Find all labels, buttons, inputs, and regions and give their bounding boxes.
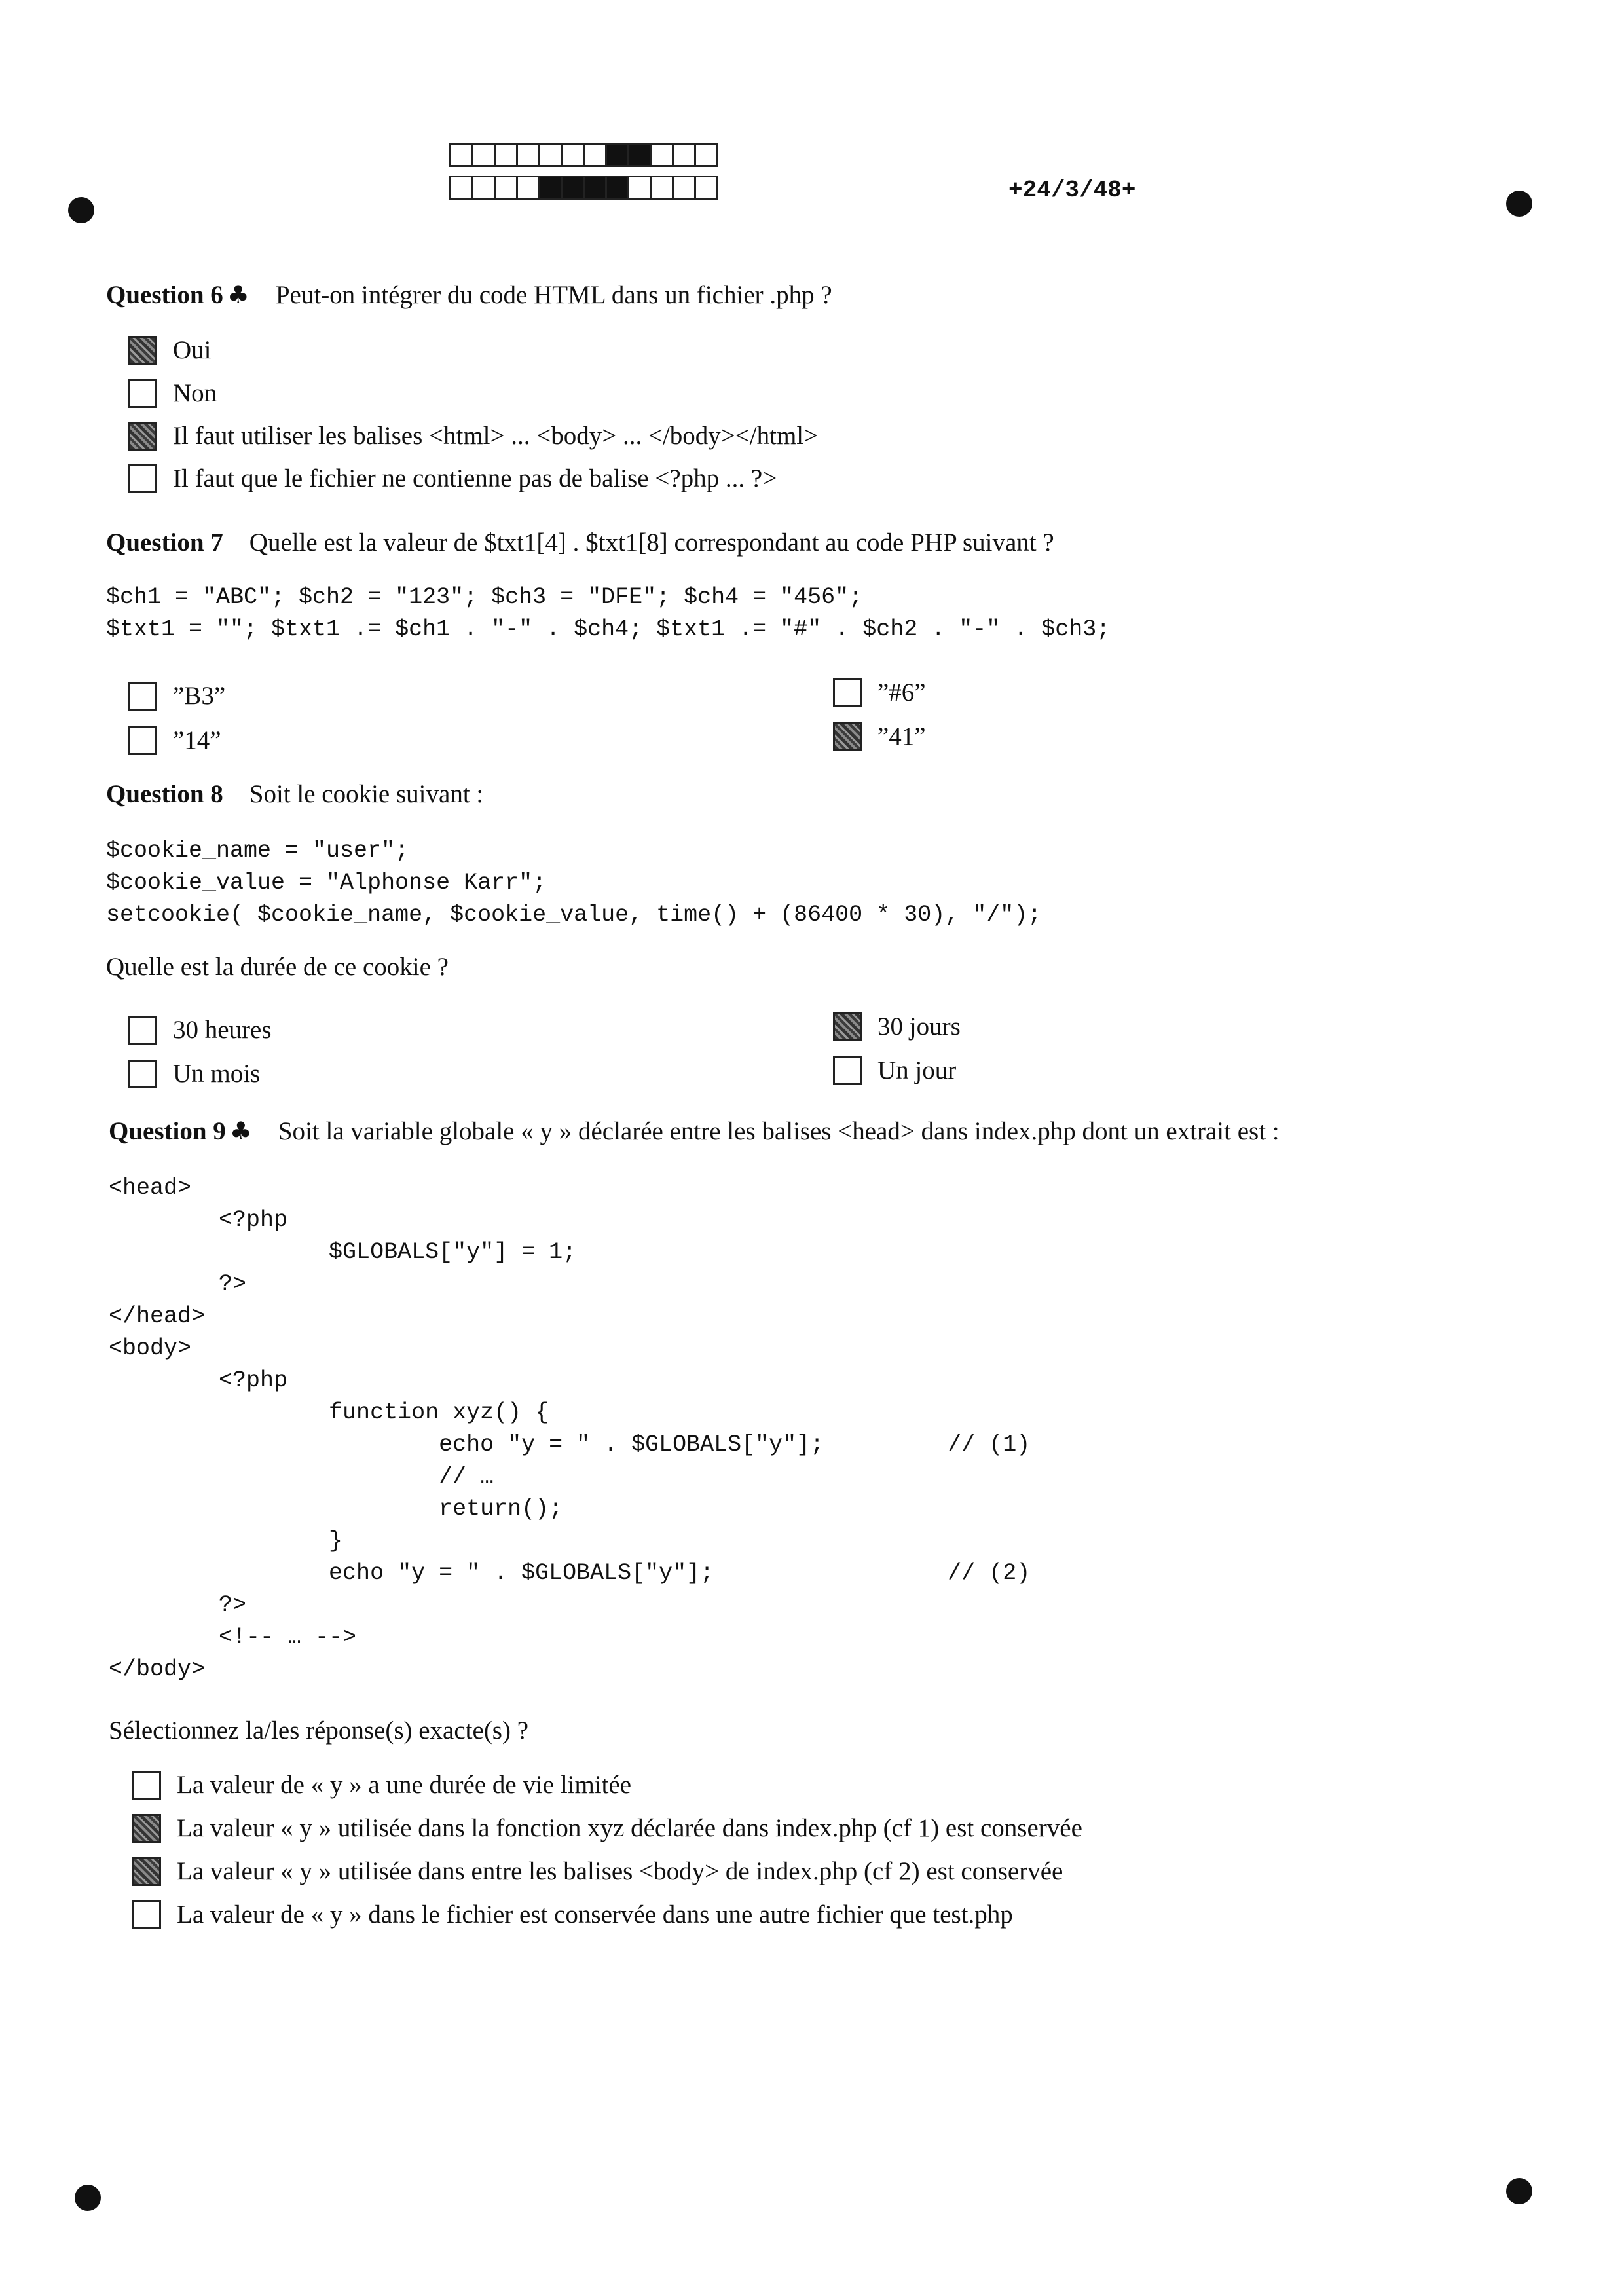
barcode-cell [694, 143, 718, 167]
question-7-label: Question 7 [106, 528, 223, 557]
option-label: ”14” [173, 726, 221, 754]
club-icon: ♣ [227, 280, 249, 309]
checkbox[interactable] [132, 1771, 161, 1800]
checkbox[interactable] [833, 678, 862, 707]
checkbox[interactable] [128, 726, 157, 755]
question-8-code: $cookie_name = "user"; $cookie_value = "Alphonse Karr"; setcookie( $cookie_name, $cookie_value, time() + (86400 * 30), "/"); [106, 838, 1042, 928]
barcode-cell [538, 143, 563, 167]
barcode-cell [516, 143, 540, 167]
question-7-text: Quelle est la valeur de $txt1[4] . $txt1[8] correspondant au code PHP suivant ? [249, 528, 1054, 557]
checkbox[interactable] [132, 1900, 161, 1929]
barcode-cell [561, 176, 585, 200]
q7-option-41[interactable] [833, 722, 926, 751]
checkbox[interactable] [132, 1857, 161, 1886]
q6-option-non[interactable] [128, 379, 217, 408]
barcode-cell [494, 176, 518, 200]
option-label: Un mois [173, 1060, 261, 1088]
q7-option-b3[interactable] [128, 681, 225, 711]
q8-option-30-heures[interactable] [128, 1015, 272, 1045]
exam-id: +24/3/48+ [1008, 177, 1136, 204]
barcode-cell [650, 143, 674, 167]
option-label: Il faut utiliser les balises <html> ... <body> ... </body></html> [173, 422, 819, 450]
barcode-cell [561, 143, 585, 167]
checkbox[interactable] [128, 336, 157, 365]
barcode-cell [627, 143, 652, 167]
q7-option-14[interactable] [128, 726, 221, 755]
option-label: La valeur de « y » dans le fichier est conservée dans une autre fichier que test.php [177, 1900, 1013, 1929]
question-7-code: $ch1 = "ABC"; $ch2 = "123"; $ch3 = "DFE"; $ch4 = "456"; $txt1 = ""; $txt1 .= $ch1 . "-" . $ch4; $txt1 .= "#" . $ch2 . "-" . $ch3; [106, 584, 1111, 642]
q8-option-30-jours[interactable] [833, 1012, 961, 1041]
option-label: ”B3” [173, 682, 226, 710]
q9-option-body[interactable] [132, 1857, 1063, 1886]
barcode-cell [471, 176, 496, 200]
q6-option-oui[interactable] [128, 335, 212, 365]
checkbox[interactable] [128, 379, 157, 408]
question-8-label: Question 8 [106, 780, 223, 808]
option-label: 30 jours [877, 1012, 961, 1041]
barcode-row-bottom [449, 176, 716, 200]
barcode-cell [672, 143, 696, 167]
checkbox[interactable] [833, 1056, 862, 1085]
barcode-cell [538, 176, 563, 200]
question-8-header [106, 779, 483, 809]
checkbox[interactable] [128, 682, 157, 711]
question-7-header [106, 528, 1054, 557]
question-9-text: Soit la variable globale « y » déclarée entre les balises <head> dans index.php dont un extrait est : [278, 1117, 1280, 1145]
q9-option-autre-fichier[interactable] [132, 1900, 1013, 1929]
checkbox[interactable] [128, 422, 157, 451]
barcode-cell [449, 176, 473, 200]
question-6-header [106, 280, 832, 310]
barcode-row-top [449, 143, 716, 167]
q8-option-un-mois[interactable] [128, 1059, 260, 1088]
option-label: Il faut que le fichier ne contienne pas de balise <?php ... ?> [173, 464, 777, 492]
option-label: La valeur de « y » a une durée de vie limitée [177, 1771, 632, 1799]
barcode-cell [449, 143, 473, 167]
registration-mark-top-left [68, 197, 94, 223]
question-9-label: Question 9 [109, 1117, 226, 1145]
barcode-cell [583, 176, 607, 200]
question-8-text: Soit le cookie suivant : [249, 780, 484, 808]
registration-mark-bottom-right [1506, 2178, 1532, 2204]
barcode-cell [627, 176, 652, 200]
question-8-prompt: Quelle est la durée de ce cookie ? [106, 953, 449, 981]
q6-option-balises[interactable] [128, 421, 818, 451]
registration-mark-bottom-left [75, 2185, 101, 2211]
barcode-cell [494, 143, 518, 167]
option-label: Oui [173, 336, 212, 364]
option-label: Non [173, 379, 217, 407]
option-label: 30 heures [173, 1016, 272, 1044]
barcode-cell [672, 176, 696, 200]
q9-option-duree-limitee[interactable] [132, 1770, 631, 1800]
option-label: Un jour [877, 1056, 957, 1084]
checkbox[interactable] [128, 1060, 157, 1088]
option-label: ”#6” [877, 678, 926, 707]
checkbox[interactable] [833, 1012, 862, 1041]
question-6-text: Peut-on intégrer du code HTML dans un fichier .php ? [275, 281, 832, 309]
barcode-cell [605, 176, 629, 200]
q7-option-hash6[interactable] [833, 678, 926, 707]
option-label: ”41” [877, 722, 926, 750]
checkbox[interactable] [132, 1814, 161, 1843]
barcode-cell [516, 176, 540, 200]
checkbox[interactable] [833, 722, 862, 751]
barcode-cell [583, 143, 607, 167]
option-label: La valeur « y » utilisée dans entre les balises <body> de index.php (cf 2) est conservée [177, 1857, 1063, 1885]
question-9-header [109, 1117, 1280, 1146]
question-6-label: Question 6 [106, 281, 223, 309]
barcode-cell [471, 143, 496, 167]
option-label: La valeur « y » utilisée dans la fonction xyz déclarée dans index.php (cf 1) est conservée [177, 1814, 1082, 1842]
q9-option-fonction-xyz[interactable] [132, 1813, 1082, 1843]
club-icon: ♣ [229, 1117, 252, 1145]
registration-mark-top-right [1506, 191, 1532, 217]
q6-option-sans-balise[interactable] [128, 464, 777, 493]
question-9-code: <head> <?php $GLOBALS["y"] = 1; ?> </head> <body> <?php function xyz() { echo "y = " . $GLOBALS["y"]; // (1) // … return(); } echo "y = " . $GLOBALS["y"]; // (2) ?> <!-- … --> </body> [109, 1175, 1031, 1682]
q8-option-un-jour[interactable] [833, 1056, 956, 1085]
checkbox[interactable] [128, 1016, 157, 1045]
question-9-prompt: Sélectionnez la/les réponse(s) exacte(s) ? [109, 1716, 529, 1745]
barcode-cell [605, 143, 629, 167]
barcode-cell [650, 176, 674, 200]
checkbox[interactable] [128, 464, 157, 493]
barcode-cell [694, 176, 718, 200]
